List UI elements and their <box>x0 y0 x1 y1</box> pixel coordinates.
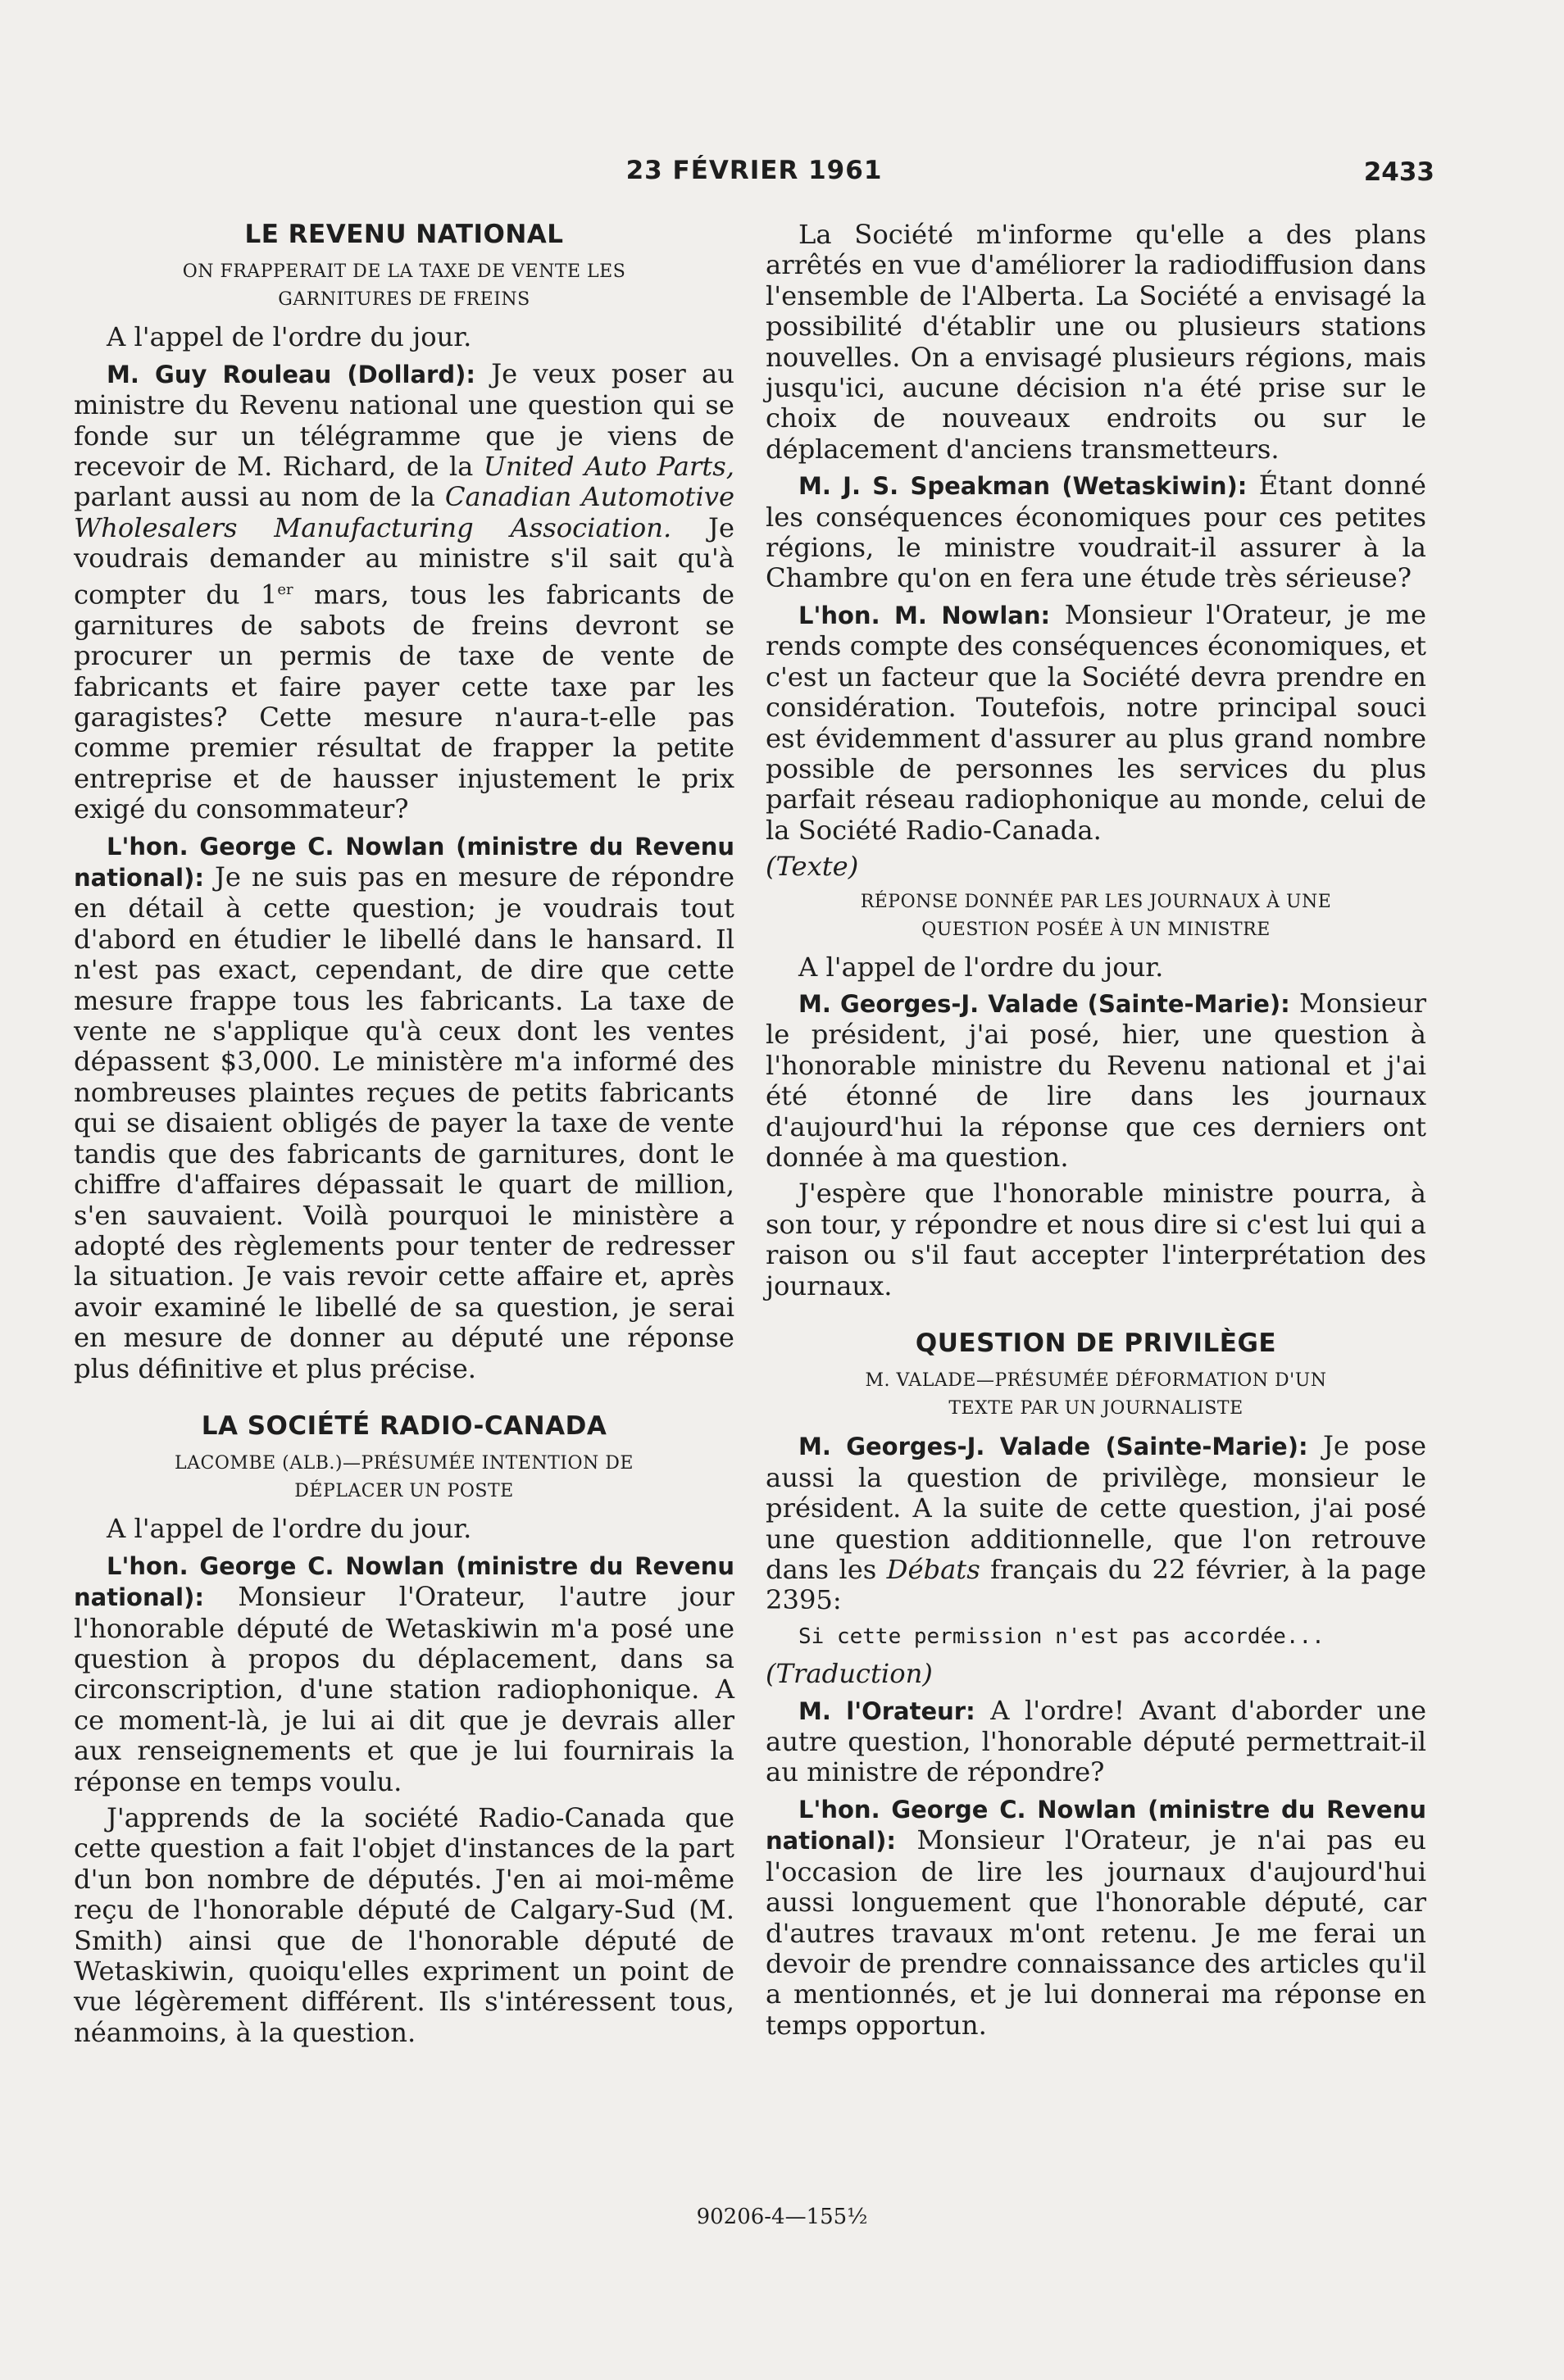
paragraph-text: Je pose aussi la question de privilège, monsieur le président. A la suite de cette question, j'ai posé une question additionnelle, que l'on retrouve dans les <box>766 1430 1427 1586</box>
italic-text: United Auto Parts, <box>483 451 734 483</box>
speaker-name: L'hon. M. Nowlan: <box>798 601 1051 629</box>
speaker-name: L'hon. George C. Nowlan (ministre du Revenu national): <box>74 832 734 892</box>
traduction-marker: (Traduction) <box>766 1658 933 1690</box>
subtitle-line: M. VALADE—PRÉSUMÉE DÉFORMATION D'UN <box>865 1370 1327 1392</box>
subtitle-line: ON FRAPPERAIT DE LA TAXE DE VENTE LES <box>182 261 626 283</box>
paragraph-nowlan-1 <box>74 831 734 1384</box>
paragraph-text: A l'ordre! Avant d'aborder une autre question, l'honorable député permettrait-il au ministre de répondre? <box>766 1694 1426 1788</box>
paragraph-text: Je veux poser au ministre du Revenu national une question qui se fonde sur un télégramme que je viens de recevoir de M. Richard, de la <box>74 357 735 483</box>
paragraph-rouleau <box>74 359 734 825</box>
paragraph-text: Monsieur l'Orateur, l'autre jour l'honorable député de Wetaskiwin m'a posé une question à propos du déplacement, dans sa circonscription, d'une station radiophonique. A ce moment-là, je lui ai dit que je devrais aller aux renseignements et que je lui fournirais la réponse en temps voulu. <box>74 1581 735 1797</box>
paragraph-valade-1 <box>766 988 1426 1173</box>
speaker-name: M. Georges-J. Valade (Sainte-Marie): <box>798 1433 1308 1461</box>
subtitle-line: TEXTE PAR UN JOURNALISTE <box>948 1398 1243 1419</box>
paragraph-text: Monsieur l'Orateur, je me rends compte des conséquences économiques, et c'est un facteur que la Société devra prendre en considération. Toutefois, notre principal souci est évidemment d'assurer au plus grand nombre possible de personnes les services du plus parfait réseau radiophonique au monde, celui de la Société Radio-Canada. <box>766 598 1426 846</box>
quoted-text: Si cette permission n'est pas accordée... <box>798 1624 1325 1649</box>
paragraph-text: Je voudrais demander au ministre s'il sait qu'à compter du 1 <box>74 511 734 611</box>
subtitle-line: RÉPONSE DONNÉE PAR LES JOURNAUX À UNE <box>860 891 1332 912</box>
paragraph-radio-canada: J'apprends de la société Radio-Canada que cette question a fait l'objet d'instances de la part d'un bon nombre de députés. J'en ai moi-même reçu de l'honorable député de Calgary-Sud (M. Smith) ainsi que de l'honorable député de Wetaskiwin, quoiqu'elles expriment un point de vue légèrement différent. Ils s'intéressent tous, néanmoins, à la question. <box>74 1802 734 2048</box>
texte-marker: (Texte) <box>766 851 859 883</box>
section-subtitle-reponse <box>766 888 1426 944</box>
section-subtitle-valade <box>766 1367 1426 1423</box>
paragraph-nowlan-2 <box>74 1551 734 1797</box>
paragraph-text: Monsieur l'Orateur, je n'ai pas eu l'occasion de lire les journaux d'aujourd'hui aussi longuement que l'honorable député, car d'autres travaux m'ont retenu. Je me ferai un devoir de prendre connaissance des articles qu'il a mentionnés, et je lui donnerai ma réponse en temps opportun. <box>766 1824 1426 2041</box>
speaker-name: L'hon. George C. Nowlan (ministre du Revenu national): <box>74 1551 734 1612</box>
section-title-radio-canada: LA SOCIÉTÉ RADIO-CANADA <box>201 1410 607 1441</box>
paragraph-societe: La Société m'informe qu'elle a des plans arrêtés en vue d'améliorer la radiodiffusion dans l'ensemble de l'Alberta. La Société a envisagé la possibilité d'établir une ou plusieurs stations nouvelles. On a envisagé plusieurs régions, mais jusqu'ici, aucune décision n'a été prise sur le choix de nouveaux endroits ou sur le déplacement d'anciens transmetteurs. <box>766 219 1426 465</box>
section-title-revenu-national: LE REVENU NATIONAL <box>244 220 564 249</box>
paragraph-nowlan-4 <box>766 1794 1426 2041</box>
paragraph-text: mars, tous les fabricants de garnitures de sabots de freins devront se procurer un permis de taxe de vente de fabricants et faire payer cette taxe par les garagistes? Cette mesure n'aura-t-elle pas comme premier résultat de frapper la petite entreprise et de hausser injustement le prix exigé du consommateur? <box>74 579 734 825</box>
paragraph-orateur <box>766 1696 1426 1788</box>
subtitle-line: QUESTION POSÉE À UN MINISTRE <box>921 919 1271 940</box>
subtitle-line: LACOMBE (ALB.)—PRÉSUMÉE INTENTION DE <box>175 1453 634 1474</box>
speaker-name: M. Guy Rouleau (Dollard): <box>107 360 475 388</box>
section-subtitle-garnitures <box>74 258 734 314</box>
page-date: 23 FÉVRIER 1961 <box>625 156 883 185</box>
speaker-name: M. J. S. Speakman (Wetaskiwin): <box>798 472 1248 501</box>
left-column <box>74 220 734 2054</box>
italic-text: Canadian Automotive Wholesalers Manufacturing Association. <box>74 481 734 543</box>
paragraph-text: Monsieur le président, j'ai posé, hier, une question à l'honorable ministre du Revenu national et j'ai été étonné de lire dans les journaux d'aujourd'hui la réponse que ces derniers ont donnée à ma question. <box>766 987 1427 1173</box>
page-footer-code: 90206-4—155½ <box>696 2205 868 2229</box>
paragraph-nowlan-3 <box>766 600 1426 846</box>
superscript: er <box>277 580 293 598</box>
subtitle-line: GARNITURES DE FREINS <box>278 289 530 311</box>
speaker-name: M. Georges-J. Valade (Sainte-Marie): <box>798 989 1290 1018</box>
right-column <box>766 220 1426 2046</box>
section-title-privilege: QUESTION DE PRIVILÈGE <box>915 1329 1277 1358</box>
paragraph-valade-2: J'espère que l'honorable ministre pourra, à son tour, y répondre et nous dire si c'est lui qui a raison ou s'il faut accepter l'interprétation des journaux. <box>766 1178 1426 1301</box>
speaker-name: L'hon. George C. Nowlan (ministre du Revenu national): <box>766 1795 1426 1855</box>
order-of-day: A l'appel de l'ordre du jour. <box>798 951 1164 983</box>
section-subtitle-lacombe <box>74 1450 734 1506</box>
order-of-day: A l'appel de l'ordre du jour. <box>107 1513 472 1545</box>
paragraph-valade-3 <box>766 1431 1426 1615</box>
italic-text: Débats <box>886 1554 980 1586</box>
paragraph-text: Étant donné les conséquences économiques pour ces petites régions, le ministre voudrait-il assurer à la Chambre qu'on en fera une étude très sérieuse? <box>766 470 1426 594</box>
page-number: 2433 <box>1363 157 1434 187</box>
page-header <box>74 156 1434 197</box>
paragraph-text: Je ne suis pas en mesure de répondre en détail à cette question; je voudrais tout d'abord en étudier le libellé dans le hansard. Il n'est pas exact, cependant, de dire que cette mesure frappe tous les fabricants. La taxe de vente ne s'applique qu'à ceux dont les ventes dépassent $3,000. Le ministère m'a informé des nombreuses plaintes reçues de petits fabricants qui se disaient obligés de payer la taxe de vente tandis que des fabricants de garnitures, dont le chiffre d'affaires dépassait le quart de million, s'en sauvaient. Voilà pourquoi le ministère a adopté des règlements pour tenter de redresser la situation. Je vais revoir cette affaire et, après avoir examiné le libellé de sa question, je serai en mesure de donner au député une réponse plus définitive et plus précise. <box>74 861 734 1384</box>
paragraph-speakman <box>766 470 1426 594</box>
subtitle-line: DÉPLACER UN POSTE <box>294 1481 514 1502</box>
speaker-name: M. l'Orateur: <box>798 1696 975 1725</box>
order-of-day: A l'appel de l'ordre du jour. <box>107 321 472 353</box>
paragraph-text: français du 22 février, à la page 2395: <box>766 1554 1426 1616</box>
paragraph-text: parlant aussi au nom de la <box>74 481 435 513</box>
